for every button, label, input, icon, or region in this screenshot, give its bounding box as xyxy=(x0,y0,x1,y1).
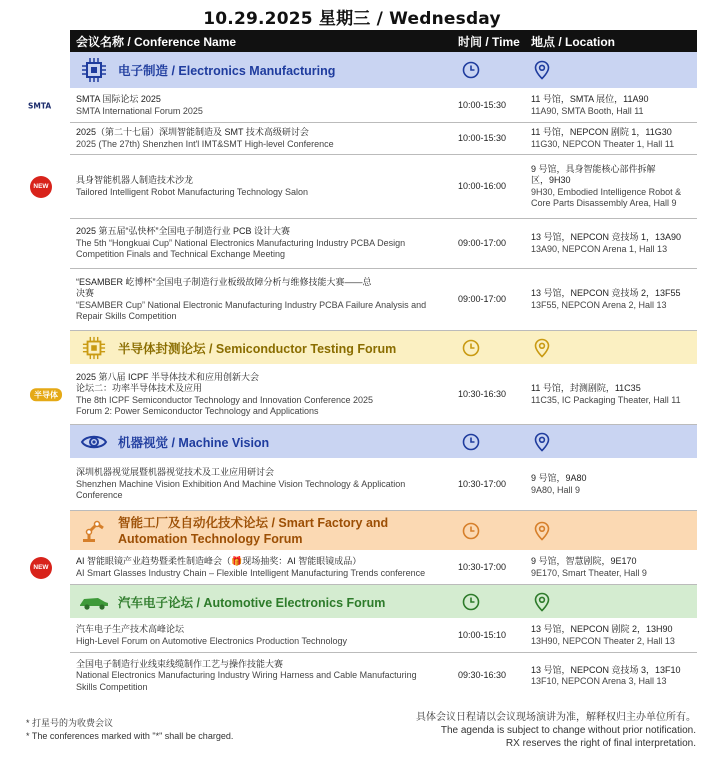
conf-loc-en: 11A90, SMTA Booth, Hall 11 xyxy=(531,105,644,116)
conf-loc-en: 13H90, NEPCON Theater 2, Hall 13 xyxy=(531,635,675,646)
conf-time: 09:00-17:00 xyxy=(458,237,507,248)
conf-time: 09:00-17:00 xyxy=(458,293,507,304)
conf-name-zh: 决赛 xyxy=(76,288,95,298)
conf-loc-zh: 11 号馆，封测剧院，11C35 xyxy=(531,383,641,393)
table-row xyxy=(70,653,697,699)
conf-name-en: 2025 (The 27th) Shenzhen Int'l IMT&SMT High-level Conference xyxy=(76,138,334,149)
section-semiconductor xyxy=(70,331,697,365)
header-location: 地点 / Location xyxy=(531,34,616,49)
table-row xyxy=(70,269,697,331)
conf-name-en: Skills Competition xyxy=(76,681,148,692)
table-row xyxy=(70,619,697,653)
conf-loc-zh: 11 号馆，SMTA 展位，11A90 xyxy=(531,94,649,104)
conf-name-zh: “ESAMBER 屹博杯”全国电子制造行业板级故障分析与维修技能大赛——总 xyxy=(76,276,372,287)
semiconductor-badge: 半导体 xyxy=(30,388,62,402)
conf-loc-zh: 13 号馆，NEPCON 竞技场 1，13A90 xyxy=(531,232,682,242)
section-label: 电子制造 / Electronics Manufacturing xyxy=(118,64,336,78)
conf-loc-zh: 9 号馆，9A80 xyxy=(531,473,587,483)
conf-time: 10:30-16:30 xyxy=(458,388,507,399)
conf-name-en: “ESAMBER Cup” National Electronic Manufacturing Industry PCBA Failure Analysis and xyxy=(76,299,427,310)
clock-icon xyxy=(450,61,525,79)
table-row xyxy=(70,219,697,269)
section-vision xyxy=(70,425,697,459)
conf-name-en: Competition Finals and Technical Exchange Meeting xyxy=(76,249,285,260)
table-header xyxy=(70,30,697,52)
footer-disclaimer-en: The agenda is subject to change without prior notification. xyxy=(440,725,696,736)
conf-name-zh: 深圳机器视觉展暨机器视觉技术及工业应用研讨会 xyxy=(76,467,275,478)
conf-time: 09:30-16:30 xyxy=(458,670,507,681)
conf-name-zh: 2025（第二十七届）深圳智能制造及 SMT 技术高级研讨会 xyxy=(76,127,309,137)
eye-icon xyxy=(70,432,118,452)
conf-name-zh: 2025 第五届“弘快杯”全国电子制造行业 PCB 设计大赛 xyxy=(76,226,291,237)
footer-rights: RX reserves the right of final interpretation. xyxy=(505,738,696,749)
location-pin-icon xyxy=(525,338,697,358)
footer-note-right xyxy=(416,711,696,750)
conf-name-en: Repair Skills Competition xyxy=(76,311,177,321)
conf-loc-en: 11G30, NEPCON Theater 1, Hall 11 xyxy=(531,138,675,149)
table-row xyxy=(70,123,697,155)
conf-name-zh: AI 智能眼镜产业趋势暨柔性制造峰会（🎁现场抽奖：AI 智能眼镜成品） xyxy=(76,556,362,566)
section-label: 智能工厂及自动化技术论坛 / Smart Factory and xyxy=(118,515,389,530)
chip-icon xyxy=(70,336,118,360)
conf-name-zh: 论坛二：功率半导体技术及应用 xyxy=(76,383,203,393)
conf-name-en: Tailored Intelligent Robot Manufacturing Technology Salon xyxy=(76,186,308,197)
conf-loc-zh: 9 号馆，具身智能核心部件拆解 xyxy=(531,163,656,174)
section-automotive xyxy=(70,585,697,619)
smta-logo: SMTA xyxy=(28,100,52,110)
clock-icon xyxy=(450,433,525,451)
section-label: 机器视觉 / Machine Vision xyxy=(118,435,270,450)
footer-disclaimer-zh: 具体会议日程请以会议现场演讲为准，解释权归主办单位所有。 xyxy=(416,712,696,723)
new-badge: NEW xyxy=(30,176,52,198)
conf-name-en: Forum 2: Power Semiconductor Technology and Applications xyxy=(76,406,319,416)
page-title: 10.29.2025 星期三 / Wednesday xyxy=(203,9,501,29)
clock-icon xyxy=(450,522,525,540)
footer-note-zh: * 打星号的为收费会议 xyxy=(26,718,114,728)
conf-loc-zh: 11 号馆，NEPCON 剧院 1，11G30 xyxy=(531,127,672,137)
conf-name-zh: 具身智能机器人制造技术沙龙 xyxy=(76,175,194,185)
conf-loc-zh: 区，9H30 xyxy=(531,175,571,185)
location-pin-icon xyxy=(525,521,697,541)
conf-loc-zh: 9 号馆，智慧剧院，9E170 xyxy=(531,556,637,566)
conf-loc-en: 13F10, NEPCON Arena 3, Hall 13 xyxy=(531,676,667,686)
new-badge: NEW xyxy=(30,557,52,579)
header-time: 时间 / Time xyxy=(458,34,520,49)
conf-name-zh: 汽车电子生产技术高峰论坛 xyxy=(76,624,185,634)
table-row xyxy=(70,459,697,511)
conf-name-zh: 全国电子制造行业线束线缆制作工艺与操作技能大赛 xyxy=(76,658,284,669)
conf-time: 10:00-15:30 xyxy=(458,99,507,110)
section-smart-factory xyxy=(70,511,697,551)
clock-icon xyxy=(450,593,525,611)
robot-arm-icon xyxy=(70,518,118,544)
location-pin-icon xyxy=(525,60,697,80)
conf-loc-zh: 13 号馆，NEPCON 竞技场 2，13F55 xyxy=(531,288,681,298)
conf-loc-en: 13F55, NEPCON Arena 2, Hall 13 xyxy=(531,299,667,310)
clock-icon xyxy=(450,339,525,357)
chip-icon xyxy=(70,57,118,83)
header-name: 会议名称 / Conference Name xyxy=(76,34,237,49)
footer-note-en: * The conferences marked with "*" shall be charged. xyxy=(26,731,234,741)
conf-name-en: The 8th ICPF Semiconductor Technology and Innovation Conference 2025 xyxy=(76,394,374,405)
conf-name-en: National Electronics Manufacturing Industry Wiring Harness and Cable Manufacturing xyxy=(76,670,417,681)
conf-time: 10:30-17:00 xyxy=(458,478,507,489)
conf-name-en: AI Smart Glasses Industry Chain – Flexible Intelligent Manufacturing Trends conference xyxy=(76,567,426,578)
conf-name-en: The 5th “Hongkuai Cup” National Electronics Manufacturing Industry PCBA Design xyxy=(76,237,406,248)
conf-name-zh: 2025 第八届 ICPF 半导体技术和应用创新大会 xyxy=(76,371,260,382)
conf-time: 10:30-17:00 xyxy=(458,561,507,572)
conf-name-en: Conference xyxy=(76,490,123,501)
table-row xyxy=(33,155,697,219)
conf-loc-en: 9A80, Hall 9 xyxy=(531,484,581,495)
footer-note-left xyxy=(26,717,233,743)
conf-loc-zh: 13 号馆，NEPCON 剧院 2，13H90 xyxy=(531,624,673,634)
conf-name-en: High-Level Forum on Automotive Electronics Production Technology xyxy=(76,635,347,646)
conf-loc-zh: 13 号馆，NEPCON 竞技场 3，13F10 xyxy=(531,664,681,675)
conf-loc-en: 13A90, NEPCON Arena 1, Hall 13 xyxy=(531,243,668,254)
conf-loc-en: 11C35, IC Packaging Theater, Hall 11 xyxy=(531,394,681,405)
schedule-table xyxy=(28,30,697,699)
location-pin-icon xyxy=(525,432,697,452)
section-electronics xyxy=(70,52,697,89)
table-row xyxy=(28,89,697,123)
table-row xyxy=(33,551,697,585)
conf-name-en: Shenzhen Machine Vision Exhibition And Machine Vision Technology & Application xyxy=(76,478,406,489)
conf-name-en: SMTA International Forum 2025 xyxy=(76,105,203,116)
conf-time: 10:00-15:30 xyxy=(458,132,507,143)
table-row xyxy=(34,365,697,425)
car-icon xyxy=(70,593,118,611)
section-label: Automation Technology Forum xyxy=(118,531,303,546)
section-label: 汽车电子论坛 / Automotive Electronics Forum xyxy=(118,595,386,610)
conf-loc-en: 9H30, Embodied Intelligence Robot & xyxy=(531,186,682,197)
location-pin-icon xyxy=(525,592,697,612)
conf-loc-en: Core Parts Disassembly Area, Hall 9 xyxy=(531,198,677,208)
conf-time: 10:00-16:00 xyxy=(458,180,507,191)
conf-time: 10:00-15:10 xyxy=(458,629,507,640)
conf-name-zh: SMTA 国际论坛 2025 xyxy=(76,94,161,104)
conf-loc-en: 9E170, Smart Theater, Hall 9 xyxy=(531,567,647,578)
section-label: 半导体封测论坛 / Semiconductor Testing Forum xyxy=(118,341,397,356)
